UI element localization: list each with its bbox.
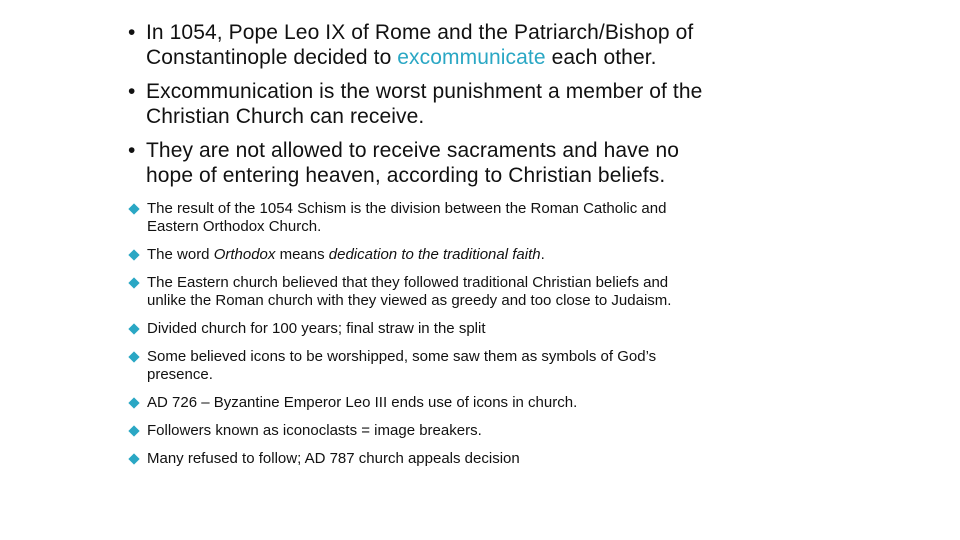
sub-bullet-2-post: . bbox=[540, 246, 545, 263]
sub-bullet-2 bbox=[128, 246, 788, 264]
main-bullet-1 bbox=[128, 20, 828, 70]
diamond-bullet-icon bbox=[128, 203, 139, 214]
main-bullet-2-line1: Excommunication is the worst punishment a member of the bbox=[146, 80, 703, 103]
main-bullet-1-line1: In 1054, Pope Leo IX of Rome and the Patriarch/Bishop of bbox=[146, 21, 694, 44]
excommunicate-highlight: excommunicate bbox=[397, 46, 546, 69]
bullet-dot-icon: • bbox=[128, 21, 136, 44]
diamond-bullet-icon bbox=[128, 453, 139, 464]
sub-bullet-7 bbox=[128, 422, 788, 440]
main-bullet-1-line2-post: each other. bbox=[545, 46, 657, 69]
sub-bullet-5-line2: presence. bbox=[147, 366, 213, 383]
sub-bullet-7-text: Followers known as iconoclasts = image breakers. bbox=[147, 422, 482, 439]
sub-bullet-8-text: Many refused to follow; AD 787 church appeals decision bbox=[147, 450, 520, 467]
orthodox-term: Orthodox bbox=[213, 246, 276, 263]
sub-bullet-6 bbox=[128, 394, 788, 412]
diamond-bullet-icon bbox=[128, 425, 139, 436]
sub-bullet-1 bbox=[128, 200, 788, 236]
orthodox-definition: dedication to the traditional faith bbox=[328, 246, 541, 263]
sub-bullet-1-line1: The result of the 1054 Schism is the division between the Roman Catholic and bbox=[147, 200, 667, 217]
diamond-bullet-icon bbox=[128, 397, 139, 408]
sub-bullet-2-pre: The word bbox=[147, 246, 214, 263]
main-bullet-3 bbox=[128, 138, 828, 188]
diamond-bullet-icon bbox=[128, 323, 139, 334]
sub-bullet-5-line1: Some believed icons to be worshipped, some saw them as symbols of God’s bbox=[147, 348, 657, 365]
main-bullet-2-line2: Christian Church can receive. bbox=[146, 105, 425, 128]
sub-bullet-3 bbox=[128, 274, 788, 310]
diamond-bullet-icon bbox=[128, 277, 139, 288]
main-bullet-3-line1: They are not allowed to receive sacraments and have no bbox=[146, 139, 680, 162]
sub-bullet-1-line2: Eastern Orthodox Church. bbox=[147, 218, 322, 235]
main-bullet-list bbox=[128, 20, 828, 197]
sub-bullet-3-line1: The Eastern church believed that they followed traditional Christian beliefs and bbox=[147, 274, 669, 291]
sub-bullet-4 bbox=[128, 320, 788, 338]
main-bullet-3-line2: hope of entering heaven, according to Christian beliefs. bbox=[146, 164, 666, 187]
sub-bullet-6-text: AD 726 – Byzantine Emperor Leo III ends use of icons in church. bbox=[147, 394, 578, 411]
sub-bullet-8 bbox=[128, 450, 788, 468]
main-bullet-2 bbox=[128, 79, 828, 129]
diamond-bullet-icon bbox=[128, 351, 139, 362]
main-bullet-1-line2-pre: Constantinople decided to bbox=[146, 46, 398, 69]
sub-bullet-3-line2: unlike the Roman church with they viewed as greedy and too close to Judaism. bbox=[147, 292, 672, 309]
bullet-dot-icon: • bbox=[128, 139, 136, 162]
sub-bullet-4-text: Divided church for 100 years; final straw in the split bbox=[147, 320, 486, 337]
sub-bullet-list bbox=[128, 200, 788, 478]
diamond-bullet-icon bbox=[128, 249, 139, 260]
sub-bullet-5 bbox=[128, 348, 788, 384]
sub-bullet-2-mid: means bbox=[275, 246, 329, 263]
bullet-dot-icon: • bbox=[128, 80, 136, 103]
